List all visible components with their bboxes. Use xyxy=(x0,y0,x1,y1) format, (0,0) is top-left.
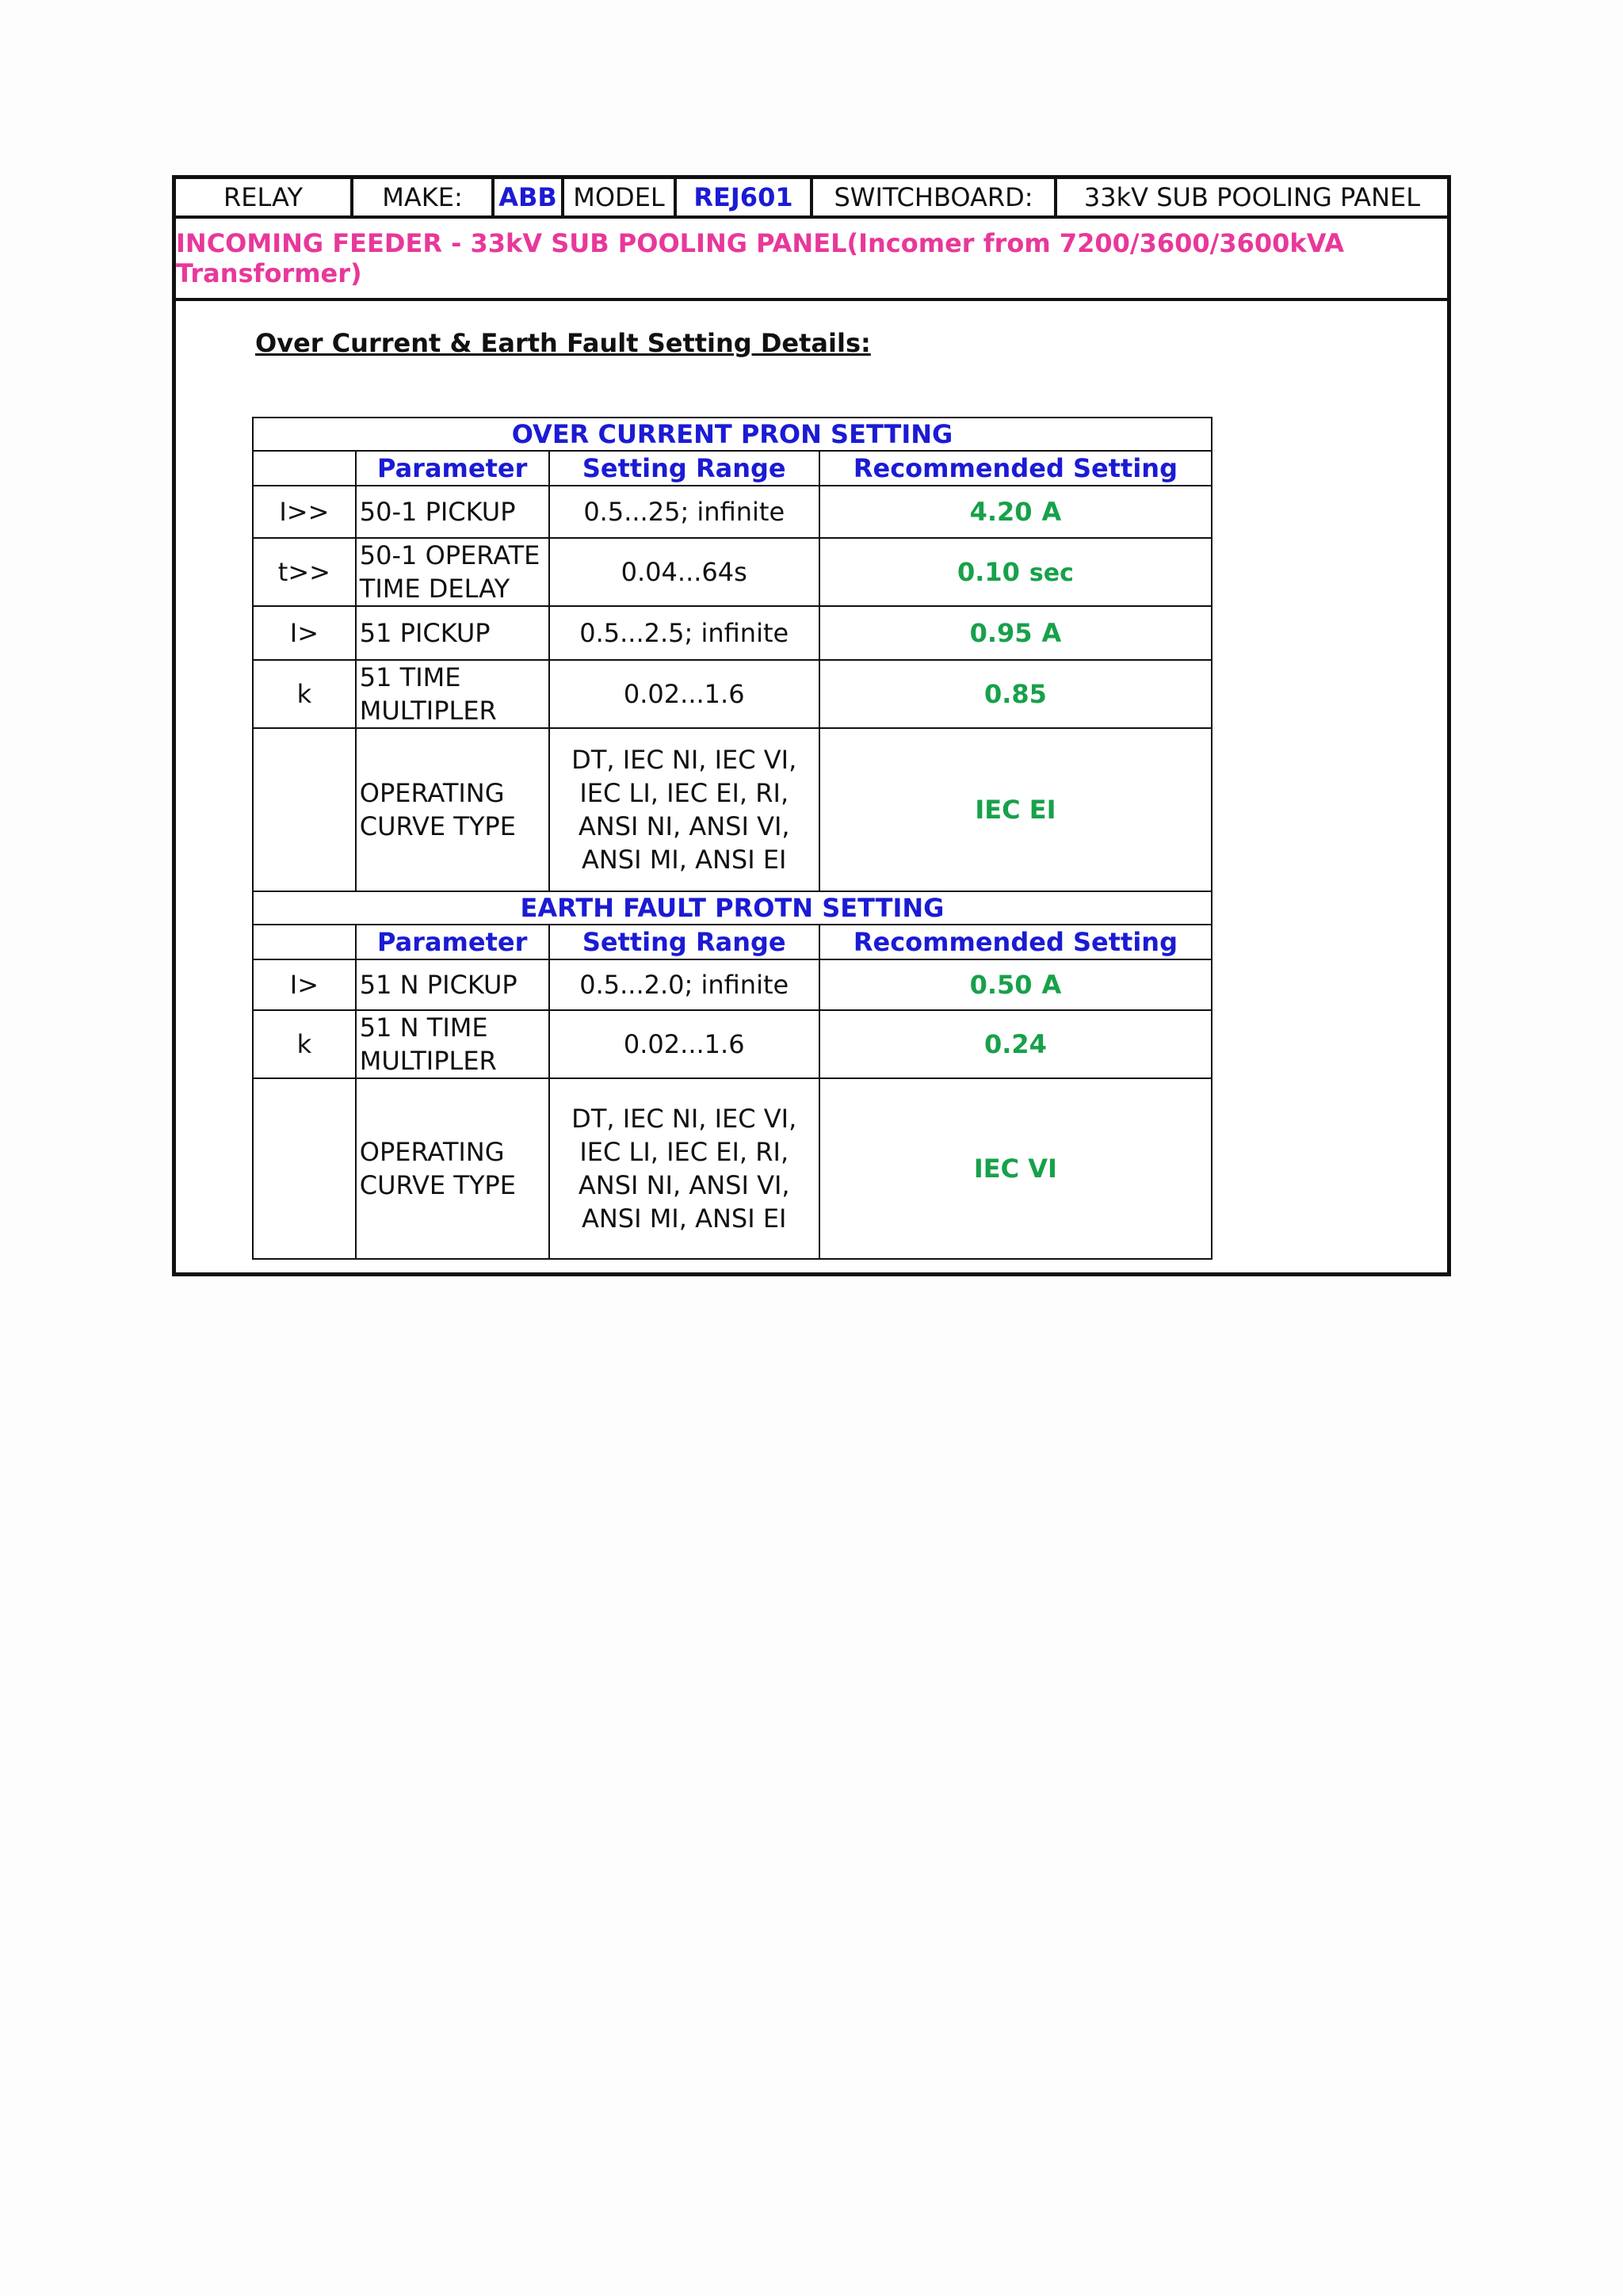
overcurrent-row xyxy=(253,660,1212,728)
row-setting-range: DT, IEC NI, IEC VI, IEC LI, IEC EI, RI, ANSI NI, ANSI VI, ANSI MI, ANSI EI xyxy=(549,728,819,891)
row-parameter: 50-1 OPERATE TIME DELAY xyxy=(356,538,549,606)
row-setting-range: 0.02...1.6 xyxy=(549,1010,819,1078)
row-symbol xyxy=(253,728,356,891)
overcurrent-row xyxy=(253,486,1212,538)
earthfault-row xyxy=(253,959,1212,1010)
row-parameter: 51 PICKUP xyxy=(356,606,549,660)
row-recommended-setting xyxy=(819,1010,1212,1078)
row-parameter: 51 TIME MULTIPLER xyxy=(356,660,549,728)
row-setting-range: 0.5...2.5; infinite xyxy=(549,606,819,660)
overcurrent-row xyxy=(253,538,1212,606)
relay-setting-sheet xyxy=(172,175,1451,1276)
row-parameter: OPERATING CURVE TYPE xyxy=(356,1078,549,1259)
switchboard-label: SWITCHBOARD: xyxy=(813,179,1057,215)
feeder-title: INCOMING FEEDER - 33kV SUB POOLING PANEL(Incomer from 7200/3600/3600kVA Transformer) xyxy=(176,219,1447,301)
row-setting-range: 0.5...25; infinite xyxy=(549,486,819,538)
row-recommended-setting xyxy=(819,959,1212,1010)
recommended-unit: sec xyxy=(1029,559,1074,587)
recommended-unit: A xyxy=(1041,970,1062,1000)
row-parameter: 51 N TIME MULTIPLER xyxy=(356,1010,549,1078)
row-parameter: OPERATING CURVE TYPE xyxy=(356,728,549,891)
earthfault-header-parameter: Parameter xyxy=(356,925,549,959)
recommended-value: 0.10 xyxy=(957,557,1020,587)
earthfault-header-recommended: Recommended Setting xyxy=(819,925,1212,959)
recommended-value: 4.20 xyxy=(969,497,1033,527)
relay-header-row xyxy=(176,179,1447,219)
row-recommended-setting xyxy=(819,660,1212,728)
row-setting-range: DT, IEC NI, IEC VI, IEC LI, IEC EI, RI, ANSI NI, ANSI VI, ANSI MI, ANSI EI xyxy=(549,1078,819,1259)
recommended-value: IEC EI xyxy=(975,795,1056,825)
row-recommended-setting xyxy=(819,486,1212,538)
earthfault-header-range: Setting Range xyxy=(549,925,819,959)
overcurrent-header-symbol xyxy=(253,451,356,486)
overcurrent-section-title: OVER CURRENT PRON SETTING xyxy=(253,418,1212,451)
row-symbol xyxy=(253,1078,356,1259)
overcurrent-header-range: Setting Range xyxy=(549,451,819,486)
row-setting-range: 0.04...64s xyxy=(549,538,819,606)
model-value: REJ601 xyxy=(677,179,813,215)
row-parameter: 50-1 PICKUP xyxy=(356,486,549,538)
recommended-value: 0.50 xyxy=(969,970,1033,1000)
recommended-unit: A xyxy=(1041,497,1062,527)
earthfault-row xyxy=(253,1078,1212,1259)
row-symbol: k xyxy=(253,660,356,728)
section-title: Over Current & Earth Fault Setting Details: xyxy=(255,328,871,358)
row-symbol: k xyxy=(253,1010,356,1078)
recommended-value: 0.24 xyxy=(983,1029,1047,1059)
model-label: MODEL xyxy=(564,179,677,215)
row-recommended-setting xyxy=(819,1078,1212,1259)
settings-table xyxy=(252,417,1212,1260)
switchboard-value: 33kV SUB POOLING PANEL xyxy=(1083,182,1421,212)
row-recommended-setting xyxy=(819,538,1212,606)
row-symbol: I>> xyxy=(253,486,356,538)
overcurrent-header-parameter: Parameter xyxy=(356,451,549,486)
overcurrent-header-recommended: Recommended Setting xyxy=(819,451,1212,486)
row-setting-range: 0.02...1.6 xyxy=(549,660,819,728)
relay-label: RELAY xyxy=(176,179,353,215)
row-setting-range: 0.5...2.0; infinite xyxy=(549,959,819,1010)
make-label: MAKE: xyxy=(353,179,495,215)
row-symbol: I> xyxy=(253,606,356,660)
earthfault-header-symbol xyxy=(253,925,356,959)
recommended-unit: A xyxy=(1041,618,1062,648)
row-recommended-setting xyxy=(819,606,1212,660)
overcurrent-row xyxy=(253,606,1212,660)
recommended-value: IEC VI xyxy=(973,1154,1057,1184)
make-value: ABB xyxy=(495,179,564,215)
row-parameter: 51 N PICKUP xyxy=(356,959,549,1010)
recommended-value: 0.85 xyxy=(983,679,1047,709)
overcurrent-row xyxy=(253,728,1212,891)
row-symbol: t>> xyxy=(253,538,356,606)
row-symbol: I> xyxy=(253,959,356,1010)
row-recommended-setting xyxy=(819,728,1212,891)
earthfault-section-title: EARTH FAULT PROTN SETTING xyxy=(253,891,1212,925)
earthfault-row xyxy=(253,1010,1212,1078)
recommended-value: 0.95 xyxy=(969,618,1033,648)
